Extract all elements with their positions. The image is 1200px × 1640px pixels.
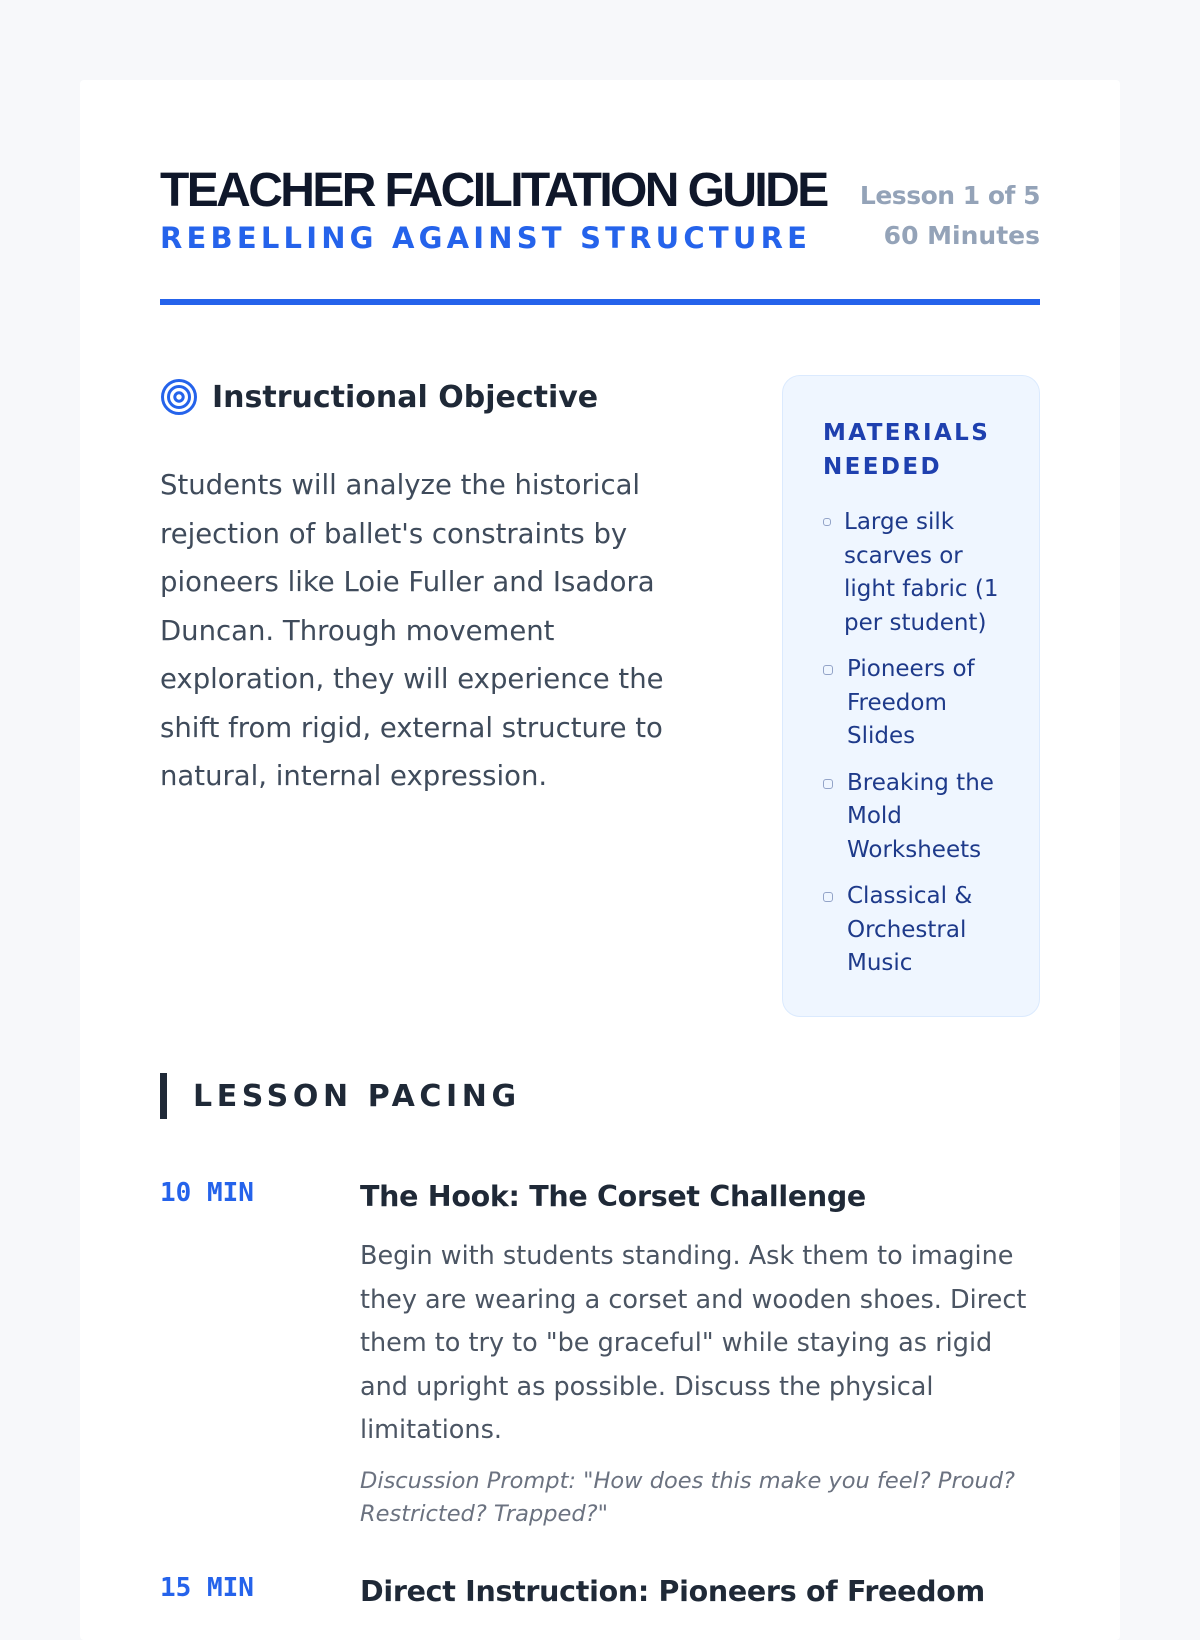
- materials-title: MATERIALS NEEDED: [823, 420, 991, 480]
- pacing-title: The Hook: The Corset Challenge: [360, 1180, 866, 1213]
- material-label: Breaking the Mold Worksheets: [847, 769, 994, 863]
- objective-heading-label: Instructional Objective: [212, 379, 599, 415]
- materials-panel: [782, 375, 1040, 1017]
- instructional-objective: [160, 375, 700, 801]
- guide-header: [160, 80, 1040, 305]
- lesson-pacing-section: [160, 1073, 1040, 1614]
- objective-heading: [160, 375, 700, 419]
- list-item: [823, 767, 1019, 868]
- pacing-heading: LESSON PACING: [160, 1073, 1040, 1119]
- guide-card: [80, 80, 1120, 1640]
- objective-materials-section: [160, 305, 1040, 1045]
- checkbox-icon: [823, 892, 833, 902]
- page-subtitle: REBELLING AGAINST STRUCTURE: [160, 221, 812, 255]
- pacing-row: [160, 1175, 1040, 1532]
- lesson-duration: 60 Minutes: [883, 221, 1040, 250]
- materials-list: [823, 506, 1019, 981]
- material-label: Classical & Orchestral Music: [847, 883, 973, 976]
- list-item: [823, 506, 1019, 640]
- pacing-time: 15 MIN: [160, 1572, 254, 1603]
- material-label: Pioneers of Freedom Slides: [847, 656, 975, 749]
- checkbox-icon: [823, 518, 831, 526]
- objective-text: Students will analyze the historical rejection of ballet's constraints by pioneers like Loie Fuller and Isadora Duncan. Through movement exploration, they will experience the shift from rigid, external structure to natural, internal expression.: [160, 469, 664, 792]
- pacing-row: [160, 1570, 1040, 1614]
- checkbox-icon: [823, 779, 833, 789]
- lesson-number: Lesson 1 of 5: [859, 181, 1040, 210]
- target-icon: [160, 378, 198, 416]
- discussion-prompt: Discussion Prompt: "How does this make you feel? Proud? Restricted? Trapped?": [360, 1467, 1015, 1527]
- list-item: [823, 653, 1019, 754]
- pacing-title: Direct Instruction: Pioneers of Freedom: [360, 1574, 985, 1608]
- lesson-meta: [860, 176, 1040, 256]
- material-label: Large silk scarves or light fabric (1 per student): [844, 509, 999, 636]
- pacing-time: 10 MIN: [160, 1178, 254, 1208]
- list-item: [823, 880, 1019, 981]
- page-title: TEACHER FACILITATION GUIDE: [160, 164, 827, 217]
- pacing-description: Begin with students standing. Ask them to imagine they are wearing a corset and wooden shoes. Direct them to try to "be graceful" while staying as rigid and upright as possible. Discuss the physical limitations.: [360, 1241, 1027, 1445]
- checkbox-icon: [823, 665, 833, 675]
